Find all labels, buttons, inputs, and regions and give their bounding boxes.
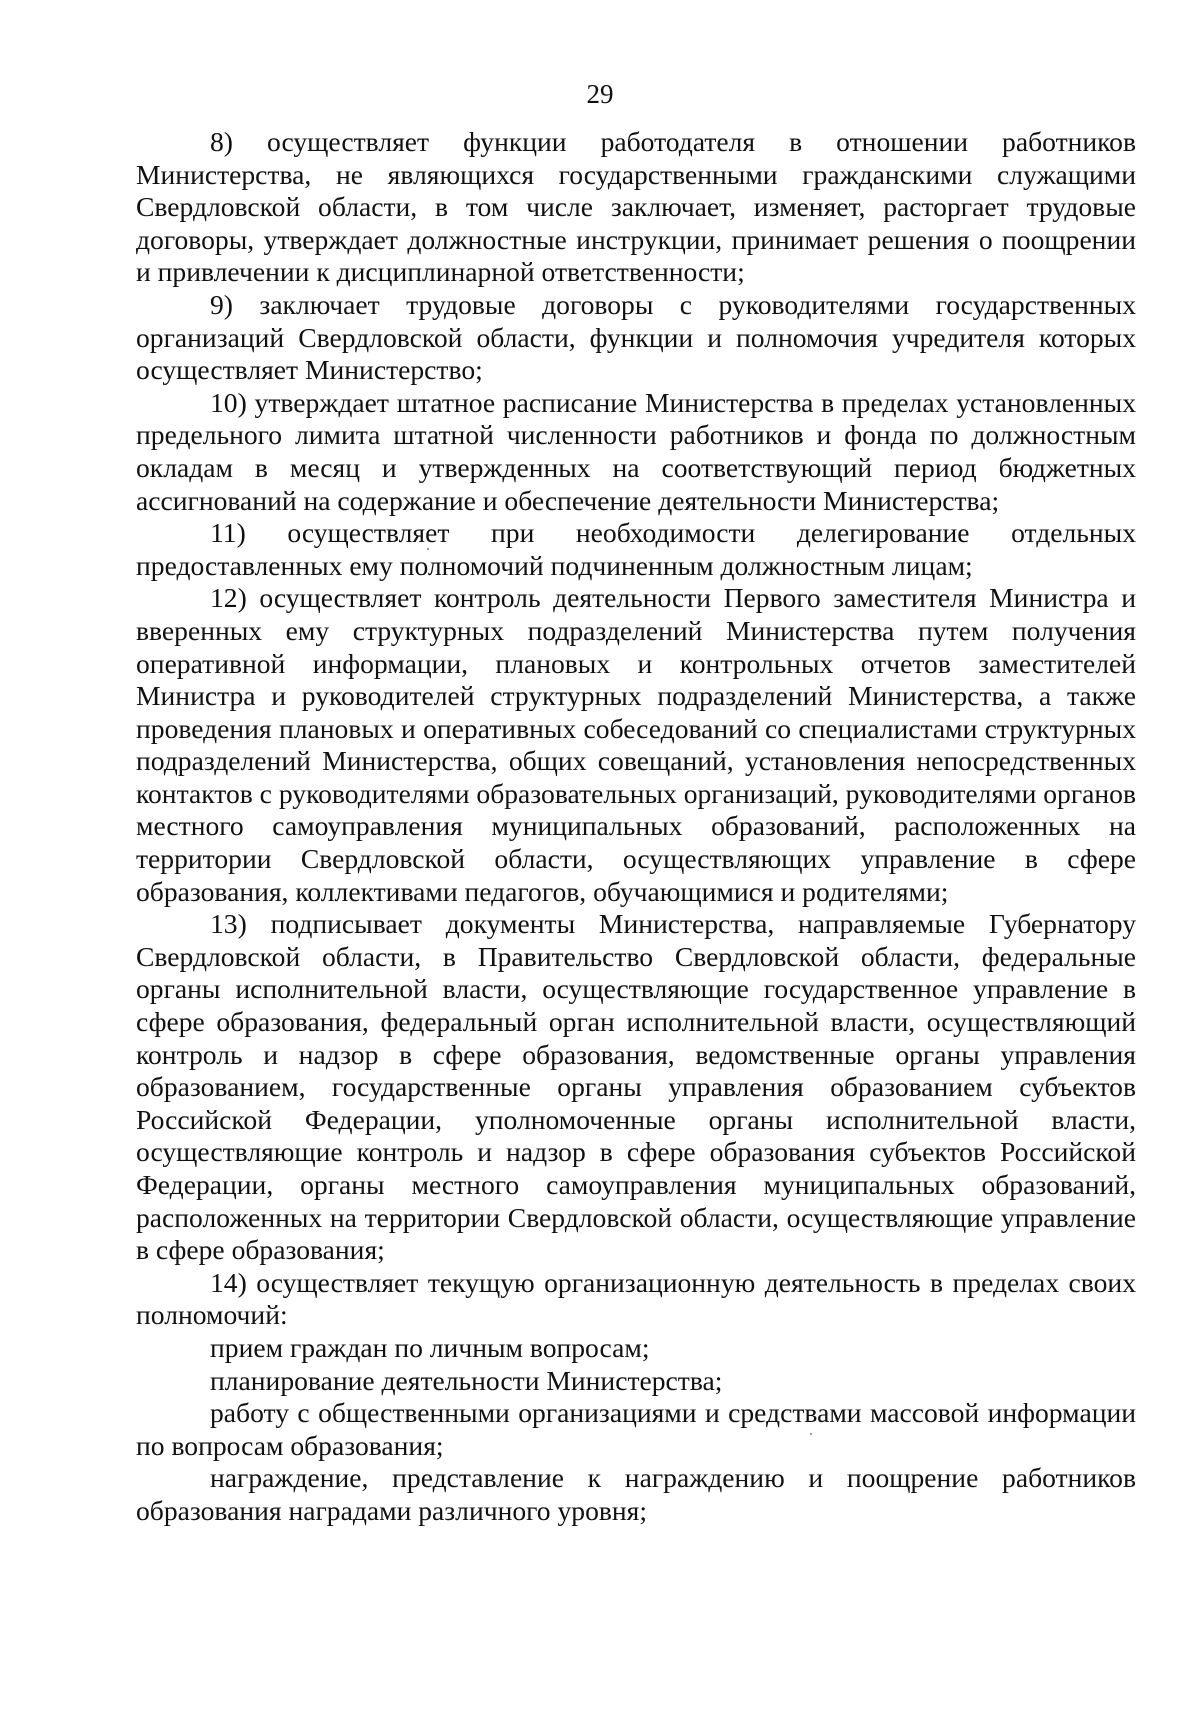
paragraph-item-11: 11) осуществляет при необходимости делегирование отдельных предоставленных ему полномочий подчиненным должностным лицам; (136, 517, 1136, 581)
paragraph-item-12: 12) осуществляет контроль деятельности Первого заместителя Министра и вверенных ему структурных подразделений Министерства путем получения оперативной информации, плановых и контрольных отчетов заместителей Министра и руководителей структурных подразделений Министерства, а также проведения плановых и оперативных собеседований со специалистами структурных подразделений Министерства, общих совещаний, установления непосредственных контактов с руководителями образовательных организаций, руководителями органов местного самоуправления муниципальных образований, расположенных на территории Свердловской области, осуществляющих управление в сфере образования, коллективами педагогов, обучающимися и родителями; (136, 582, 1136, 907)
scan-speck (810, 1433, 812, 1435)
paragraph-item-13: 13) подписывает документы Министерства, направляемые Губернатору Свердловской области, в Правительство Свердловской области, федеральные органы исполнительной власти, осуществляющие государственное управление в сфере образования, федеральный орган исполнительной власти, осуществляющий контроль и надзор в сфере образования, ведомственные органы управления образованием, государственные органы управления образованием субъектов Российской Федерации, уполномоченные органы исполнительной власти, осуществляющие контроль и надзор в сфере образования субъектов Российской Федерации, органы местного самоуправления муниципальных образований, расположенных на территории Свердловской области, осуществляющие управление в сфере образования; (136, 908, 1136, 1266)
paragraph-item-10: 10) утверждает штатное расписание Министерства в пределах установленных предельного лимита штатной численности работников и фонда по должностным окладам в месяц и утвержденных на соответствующий период бюджетных ассигнований на содержание и обеспечение деятельности Министерства; (136, 386, 1136, 516)
document-body (136, 126, 1136, 1528)
paragraph-subitem-awards: награждение, представление к награждению и поощрение работников образования наградами различного уровня; (136, 1462, 1136, 1526)
paragraph-item-8: 8) осуществляет функции работодателя в отношении работников Министерства, не являющихся государственными гражданскими служащими Свердловской области, в том числе заключает, изменяет, расторгает трудовые договоры, утверждает должностные инструкции, принимает решения о поощрении и привлечении к дисциплинарной ответственности; (136, 126, 1136, 288)
paragraph-subitem-public-media-work: работу с общественными организациями и средствами массовой информации по вопросам образования; (136, 1397, 1136, 1461)
paragraph-subitem-citizens-reception: прием граждан по личным вопросам; (210, 1331, 650, 1363)
page-number: 29 (586, 79, 614, 109)
scan-speck (427, 548, 429, 550)
paragraph-item-14: 14) осуществляет текущую организационную деятельность в пределах своих полномочий: (136, 1266, 1136, 1331)
paragraph-item-9: 9) заключает трудовые договоры с руководителями государственных организаций Свердловской области, функции и полномочия учредителя которых осуществляет Министерство; (136, 288, 1136, 386)
paragraph-subitem-planning: планирование деятельности Министерства; (210, 1364, 723, 1396)
